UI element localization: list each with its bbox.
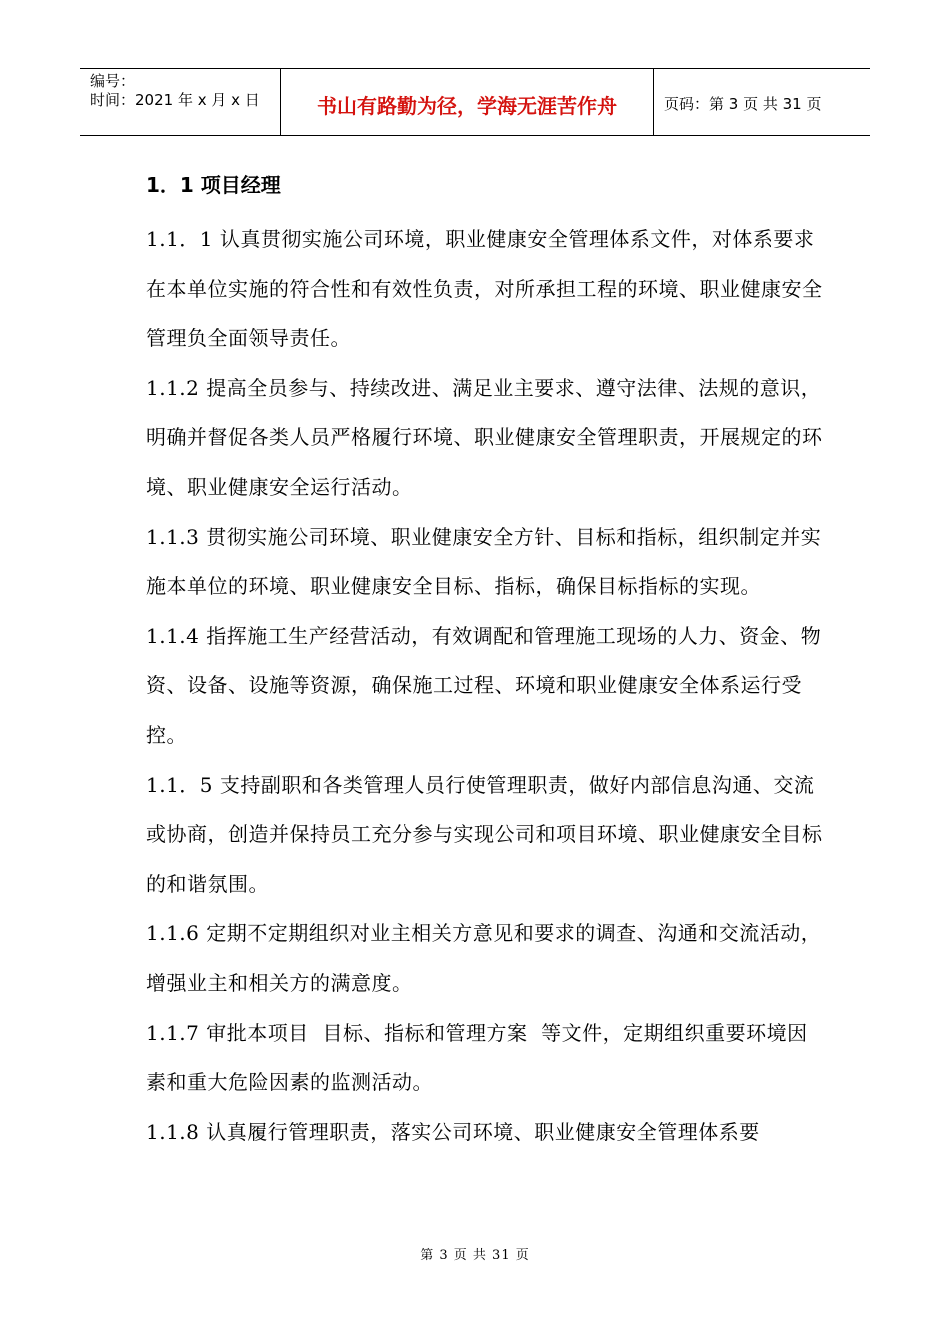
document-date: 时间：2021 年 x 月 x 日 xyxy=(90,91,260,109)
paragraph-1-1-2: 1.1.2 提高全员参与、持续改进、满足业主要求、遵守法律、法规的意识，明确并督促各类人员严格履行环境、职业健康安全管理职责，开展规定的环境、职业健康安全运行活动。 xyxy=(146,375,823,499)
paragraph-1-1-1: 1.1．1 认真贯彻实施公司环境，职业健康安全管理体系文件，对体系要求在本单位实施的符合性和有效性负责，对所承担工程的环境、职业健康安全管理负全面领导责任。 xyxy=(146,227,823,351)
document-number-label: 编号： xyxy=(90,72,136,90)
header-page-cell xyxy=(654,69,870,135)
paragraph-1-1-8: 1.1.8 认真履行管理职责，落实公司环境、职业健康安全管理体系要 xyxy=(146,1119,760,1144)
page-header xyxy=(80,68,870,136)
document-body xyxy=(146,165,826,1157)
paragraph-1-1-4: 1.1.4 指挥施工生产经营活动，有效调配和管理施工现场的人力、资金、物资、设备、设施等资源，确保施工过程、环境和职业健康安全体系运行受控。 xyxy=(146,623,822,747)
paragraph-1-1-6: 1.1.6 定期不定期组织对业主相关方意见和要求的调查、沟通和交流活动，增强业主和相关方的满意度。 xyxy=(146,921,822,995)
header-motto-cell xyxy=(281,69,654,135)
header-motto: 书山有路勤为径，学海无涯苦作舟 xyxy=(317,93,617,118)
paragraph-1-1-7: 1.1.7 审批本项目 目标、指标和管理方案 等文件，定期组织重要环境因素和重大危险因素的监测活动。 xyxy=(146,1020,808,1095)
footer-page-number: 第 3 页 共 31 页 xyxy=(420,1248,530,1263)
paragraph-1-1-3: 1.1.3 贯彻实施公司环境、职业健康安全方针、目标和指标，组织制定并实施本单位的环境、职业健康安全目标、指标，确保目标指标的实现。 xyxy=(146,524,822,599)
header-meta-cell xyxy=(80,69,281,135)
section-title: 1．1 项目经理 xyxy=(146,173,281,197)
page-footer xyxy=(0,1244,950,1263)
header-page-info: 页码：第 3 页 共 31 页 xyxy=(664,94,822,113)
paragraph-1-1-5: 1.1．5 支持副职和各类管理人员行使管理职责，做好内部信息沟通、交流或协商，创造并保持员工充分参与实现公司和项目环境、职业健康安全目标的和谐氛围。 xyxy=(146,772,823,896)
